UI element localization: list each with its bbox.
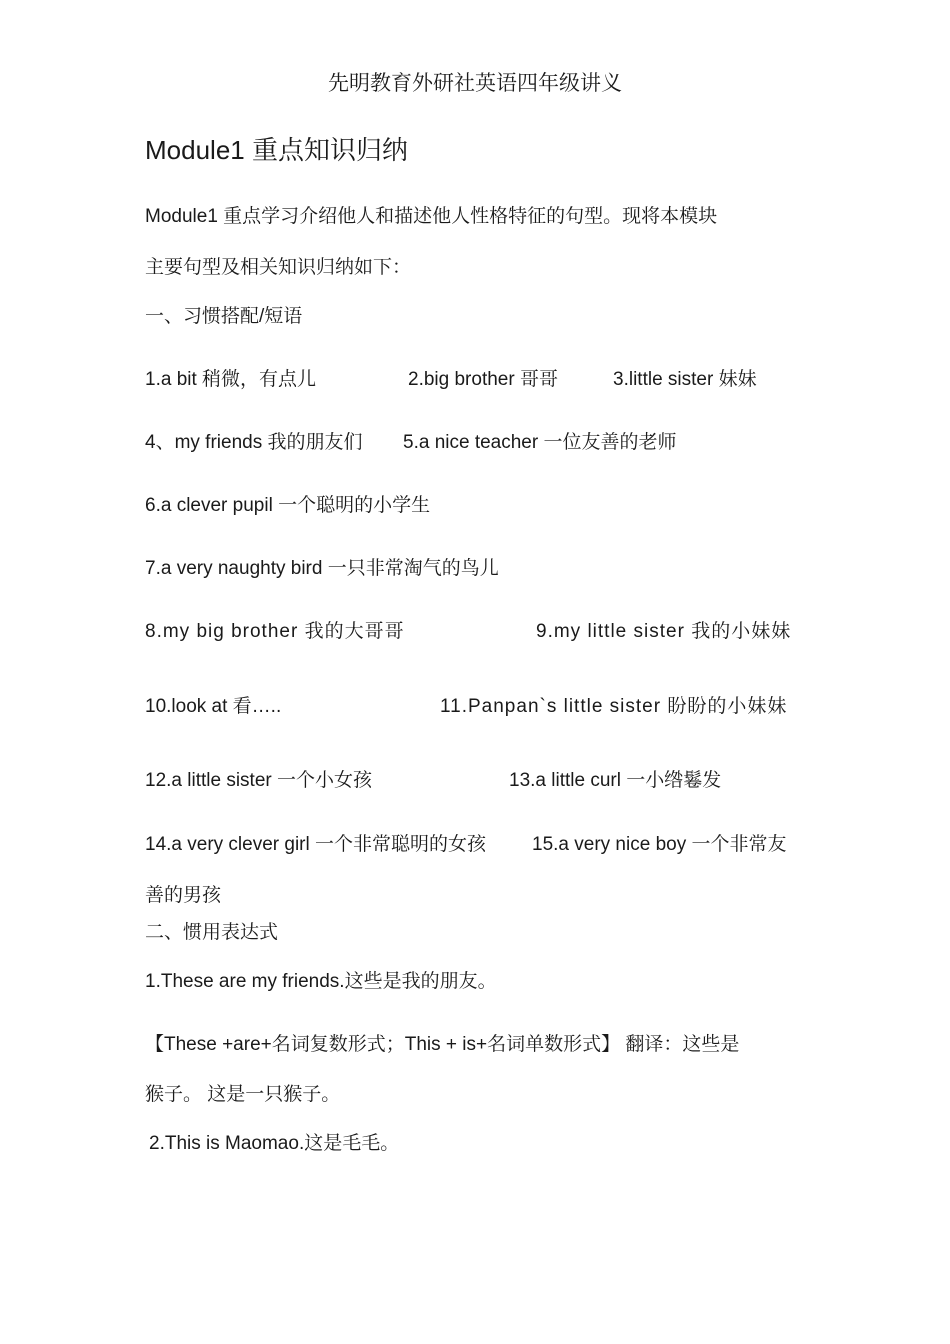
intro-line-1: Module1 重点学习介绍他人和描述他人性格特征的句型。现将本模块: [145, 206, 718, 227]
phrase-item: 3.little sister 妹妹: [613, 369, 757, 390]
phrase-item: 8.my big brother 我的大哥哥: [145, 621, 405, 642]
section-heading-phrases: 一、习惯搭配/短语: [145, 306, 303, 327]
phrase-item: 6.a clever pupil 一个聪明的小学生: [145, 495, 431, 516]
phrase-item: 13.a little curl 一小绺鬈发: [509, 770, 722, 791]
phrase-item: 7.a very naughty bird 一只非常淘气的鸟儿: [145, 558, 499, 579]
phrase-item: 10.look at 看…..: [145, 696, 282, 717]
phrase-item: 4、my friends 我的朋友们: [145, 432, 363, 453]
phrase-item: 5.a nice teacher 一位友善的老师: [403, 432, 677, 453]
phrase-item: 9.my little sister 我的小妹妹: [536, 621, 792, 642]
phrase-item: 2.big brother 哥哥: [408, 369, 558, 390]
expression-note: 【These +are+名词复数形式；This + is+名词单数形式】 翻译：这些是: [145, 1034, 740, 1055]
phrase-item: 15.a very nice boy 一个非常友: [532, 834, 787, 855]
phrase-item: 12.a little sister 一个小女孩: [145, 770, 372, 791]
expression-note: 猴子。 这是一只猴子。: [145, 1084, 341, 1105]
page-header: 先明教育外研社英语四年级讲义: [328, 72, 622, 95]
phrase-item: 11.Panpan`s little sister 盼盼的小妹妹: [440, 696, 788, 717]
intro-line-2: 主要句型及相关知识归纳如下：: [145, 257, 412, 278]
section-heading-expressions: 二、惯用表达式: [145, 922, 279, 943]
expression-item: 1.These are my friends.这些是我的朋友。: [145, 971, 497, 992]
phrase-item: 1.a bit 稍微，有点儿: [145, 369, 317, 390]
expression-item: 2.This is Maomao.这是毛毛。: [149, 1133, 400, 1154]
phrase-item: 善的男孩: [145, 885, 222, 906]
page-title: Module1 重点知识归纳: [145, 135, 408, 165]
phrase-item: 14.a very clever girl 一个非常聪明的女孩: [145, 834, 487, 855]
